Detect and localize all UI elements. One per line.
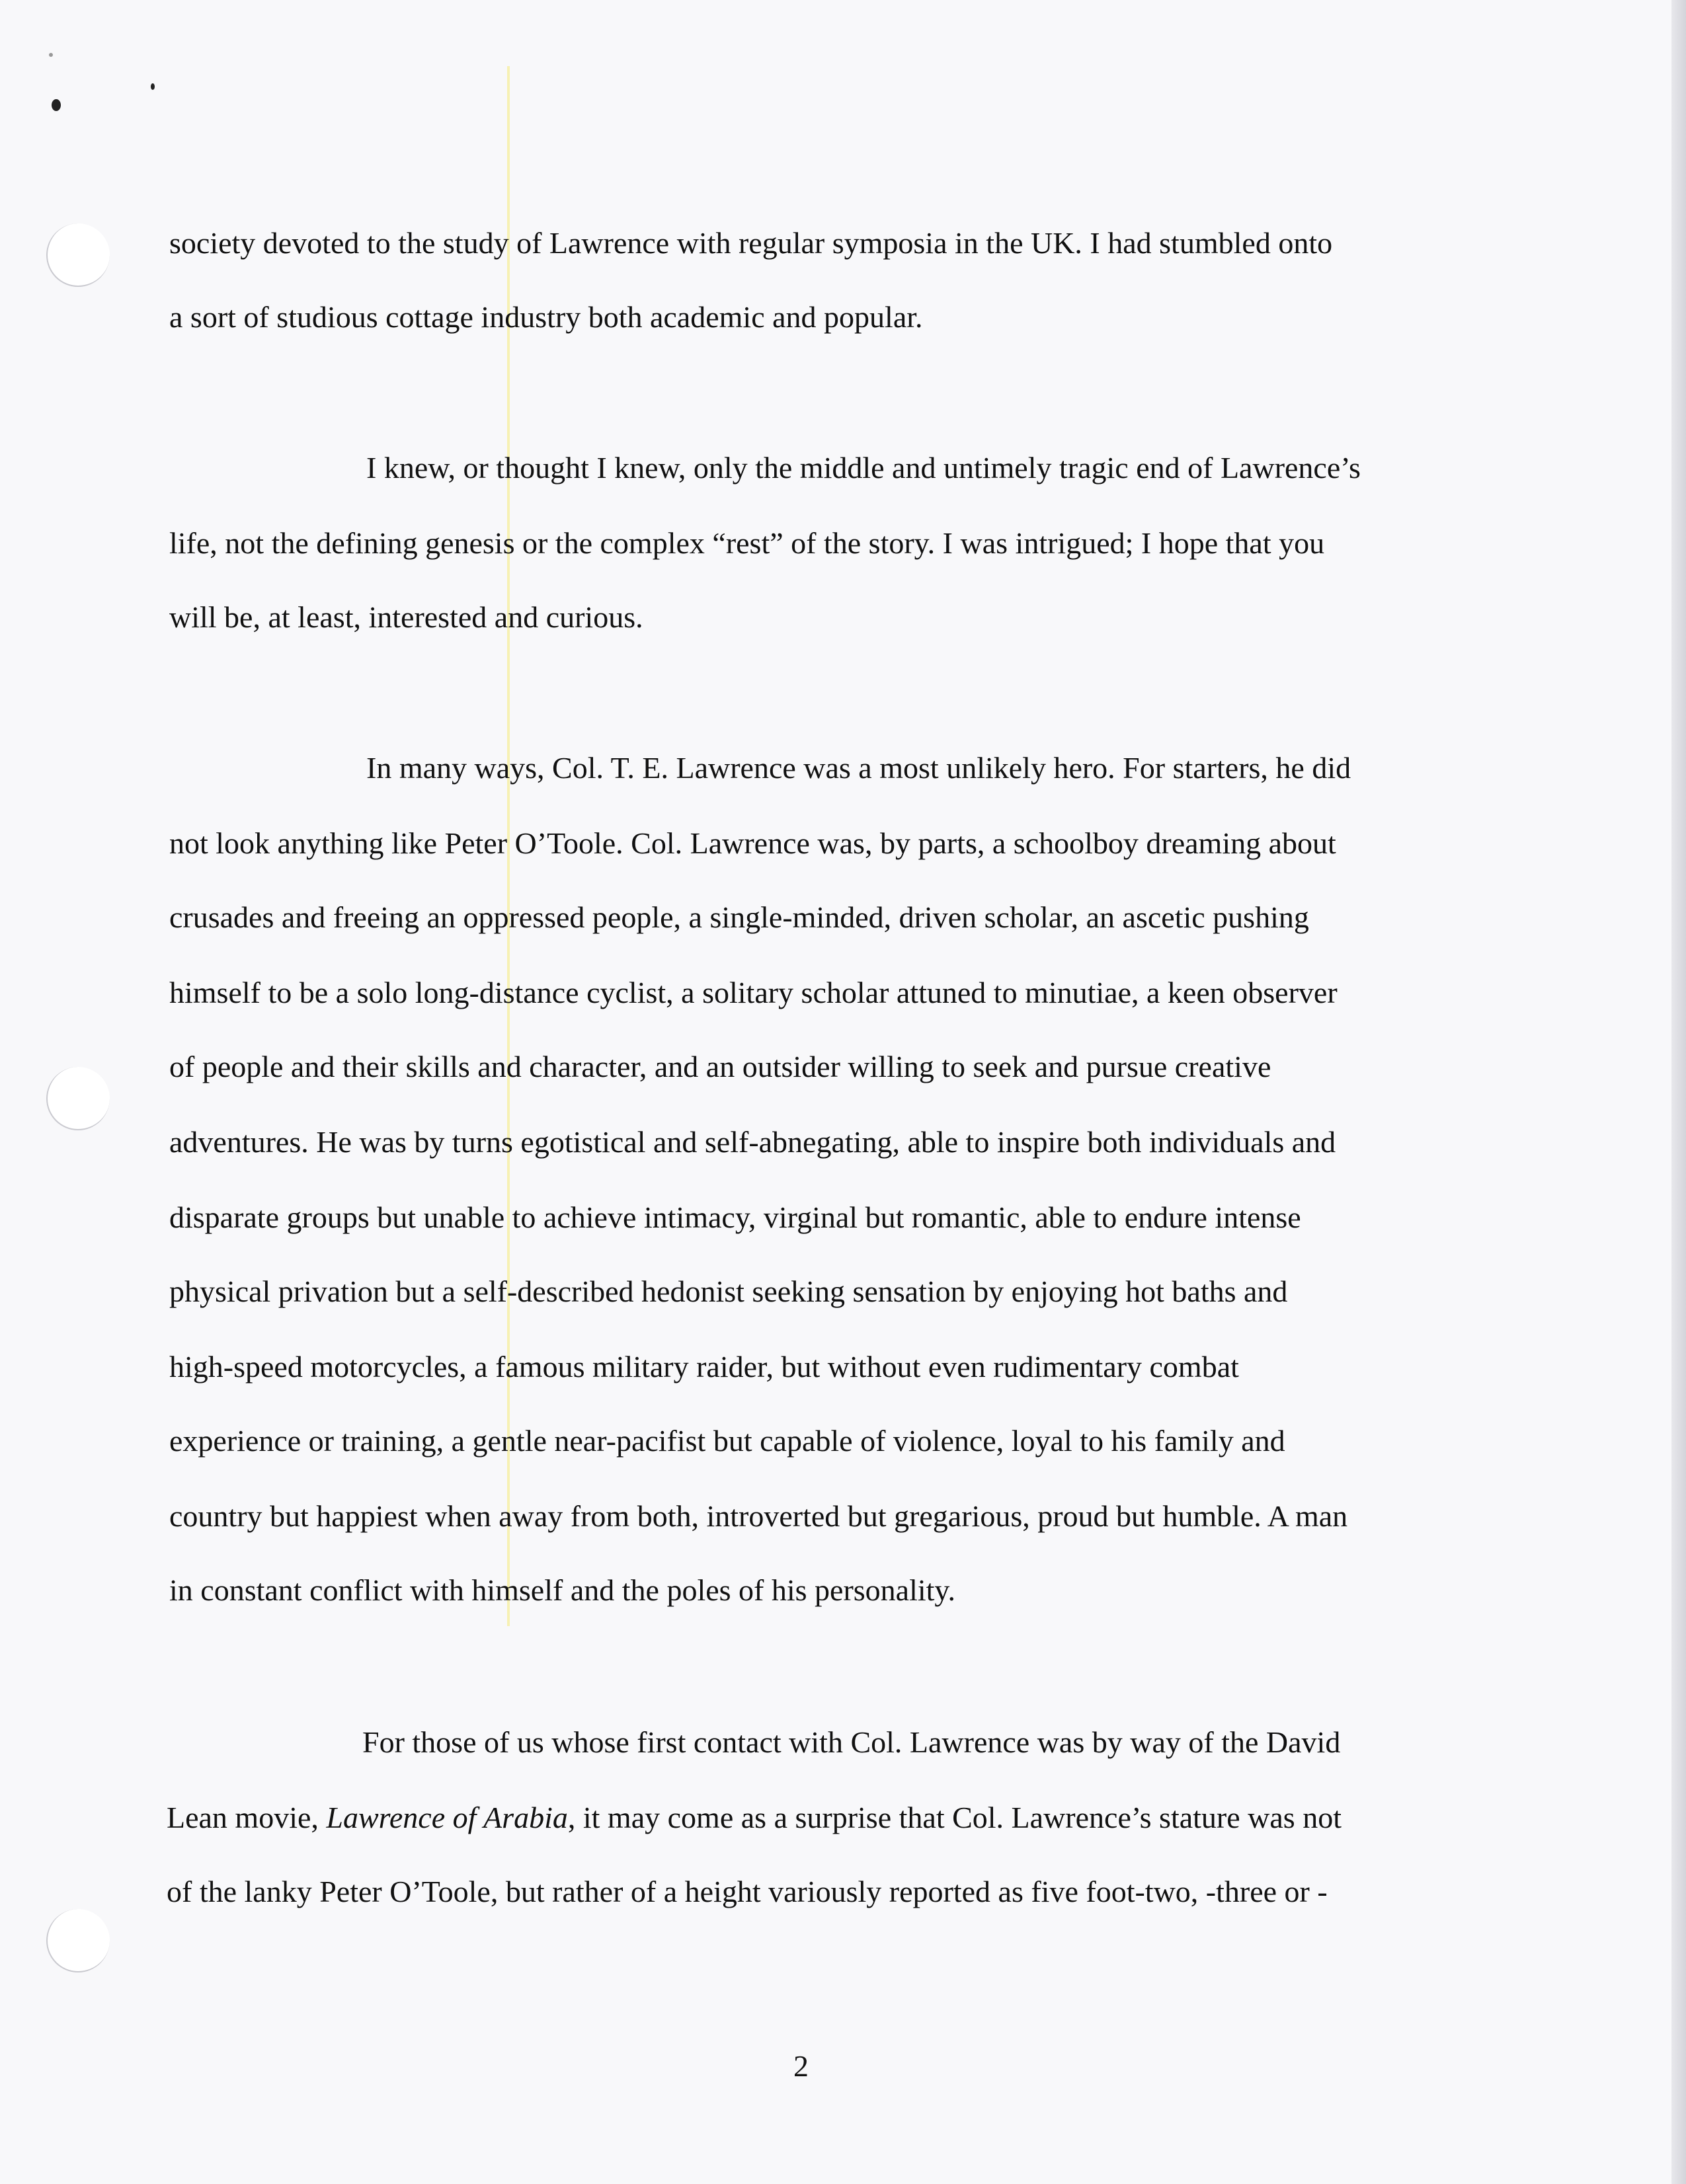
text-line: country but happiest when away from both, introverted but gregarious, proud but humble. A man [169,1499,1348,1533]
text-line: experience or training, a gentle near-pacifist but capable of violence, loyal to his family and [169,1424,1285,1458]
page-edge-shadow [1671,0,1686,2184]
text-line: of people and their skills and character, and an outsider willing to seek and pursue creative [169,1050,1271,1083]
ink-speck [151,83,155,90]
film-title: Lawrence of Arabia [326,1801,568,1834]
punch-hole [46,223,110,287]
text-line: life, not the defining genesis or the complex “rest” of the story. I was intrigued; I hope that you [169,526,1325,560]
text-line: a sort of studious cottage industry both academic and popular. [169,300,923,334]
text-line: In many ways, Col. T. E. Lawrence was a most unlikely hero. For starters, he did [366,751,1351,785]
text-line [167,1799,1342,1836]
text-line: I knew, or thought I knew, only the middle and untimely tragic end of Lawrence’s [366,451,1361,485]
text-line: physical privation but a self-described hedonist seeking sensation by enjoying hot baths and [169,1274,1288,1308]
text-line: will be, at least, interested and curious. [169,600,643,634]
text-line: high-speed motorcycles, a famous military raider, but without even rudimentary combat [169,1350,1239,1384]
text-line: not look anything like Peter O’Toole. Col. Lawrence was, by parts, a schoolboy dreaming about [169,826,1336,860]
punch-hole [46,1909,110,1972]
text-line: himself to be a solo long-distance cyclist, a solitary scholar attuned to minutiae, a keen observer [169,976,1338,1009]
ink-speck [49,53,53,57]
text-run: , it may come as a surprise that Col. Lawrence’s stature was not [567,1801,1342,1834]
text-line: disparate groups but unable to achieve intimacy, virginal but romantic, able to endure intense [169,1200,1301,1234]
text-run: Lean movie, [167,1801,327,1834]
punch-hole [46,1067,110,1130]
text-line: adventures. He was by turns egotistical and self-abnegating, able to inspire both individuals and [169,1125,1336,1159]
text-line: society devoted to the study of Lawrence with regular symposia in the UK. I had stumbled onto [169,226,1333,260]
ink-speck [52,99,61,111]
page-number: 2 [793,2049,809,2083]
text-line: of the lanky Peter O’Toole, but rather of a height variously reported as five foot-two, -three or - [167,1875,1328,1908]
text-line: crusades and freeing an oppressed people, a single-minded, driven scholar, an ascetic pushing [169,900,1309,934]
text-line: For those of us whose first contact with Col. Lawrence was by way of the David [362,1725,1341,1759]
text-line: in constant conflict with himself and the poles of his personality. [169,1573,955,1607]
